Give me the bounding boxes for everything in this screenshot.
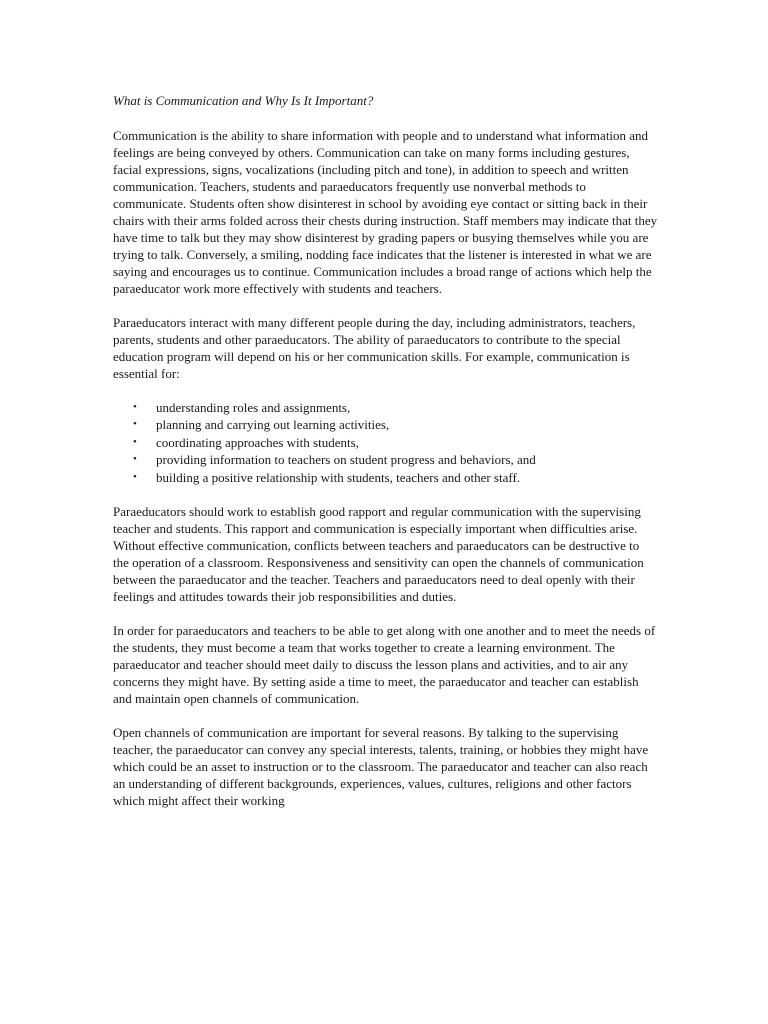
list-item	[113, 451, 658, 468]
document-page	[113, 92, 658, 826]
list-item	[113, 469, 658, 486]
bullet-icon: •	[133, 470, 137, 483]
list-item-text: building a positive relationship with students, teachers and other staff.	[156, 469, 521, 485]
list-item-text: coordinating approaches with students,	[156, 434, 359, 450]
list-item-text: providing information to teachers on student progress and behaviors, and	[156, 452, 536, 468]
paragraph-definition: Communication is the ability to share information with people and to understand what information and feelings are being conveyed by others. Communication can take on many forms including gestures, facial expressions, signs, vocalizations (including pitch and tone), in addition to speech and written communication. Teachers, students and paraeducators frequently use nonverbal methods to communicate. Students often show disinterest in school by avoiding eye contact or sitting back in their chairs with their arms folded across their chests during instruction. Staff members may indicate that they have time to talk but they may show disinterest by grading papers or busying themselves while you are trying to talk. Conversely, a smiling, nodding face indicates that the listener is interested in what we are saying and encourages us to continue. Communication includes a broad range of actions which help the paraeducator work more effectively with students and teachers.	[113, 128, 658, 296]
paragraph-rapport: Paraeducators should work to establish good rapport and regular communication with the supervising teacher and students. This rapport and communication is especially important when difficulties arise. Without effective communication, conflicts between teachers and paraeducators can be destructive to the operation of a classroom. Responsiveness and sensitivity can open the channels of communication between the paraeducator and the teacher. Teachers and paraeducators need to deal openly with their feelings and attitudes towards their job responsibilities and duties.	[113, 504, 644, 605]
bullet-icon: •	[133, 435, 137, 448]
list-item	[113, 434, 658, 451]
bullet-icon: •	[133, 453, 137, 466]
document-title: What is Communication and Why Is It Important?	[113, 93, 374, 108]
bullet-list	[113, 399, 658, 486]
bullet-icon: •	[133, 401, 137, 413]
paragraph-open-channels: Open channels of communication are important for several reasons. By talking to the supervising teacher, the paraeducator can convey any special interests, talents, training, or hobbies they might have which could be an asset to instruction or to the classroom. The paraeducator and teacher can also reach an understanding of different backgrounds, experiences, values, cultures, religions and other factors which might affect their working	[113, 725, 649, 809]
paragraph-interactions: Paraeducators interact with many different people during the day, including administrators, teachers, parents, students and other paraeducators. The ability of paraeducators to contribute to the special education program will depend on his or her communication skills. For example, communication is essential for:	[113, 315, 636, 381]
list-item-text: planning and carrying out learning activities,	[156, 417, 390, 433]
list-item-text: understanding roles and assignments,	[156, 400, 351, 415]
list-item	[113, 416, 658, 433]
bullet-icon: •	[133, 418, 137, 431]
list-item	[113, 399, 658, 416]
paragraph-teamwork: In order for paraeducators and teachers to be able to get along with one another and to meet the needs of the students, they must become a team that works together to create a learning environment. The paraeducator and teacher should meet daily to discuss the lesson plans and activities, and to air any concerns they might have. By setting aside a time to meet, the paraeducator and teacher can establish and maintain open channels of communication.	[113, 623, 656, 707]
